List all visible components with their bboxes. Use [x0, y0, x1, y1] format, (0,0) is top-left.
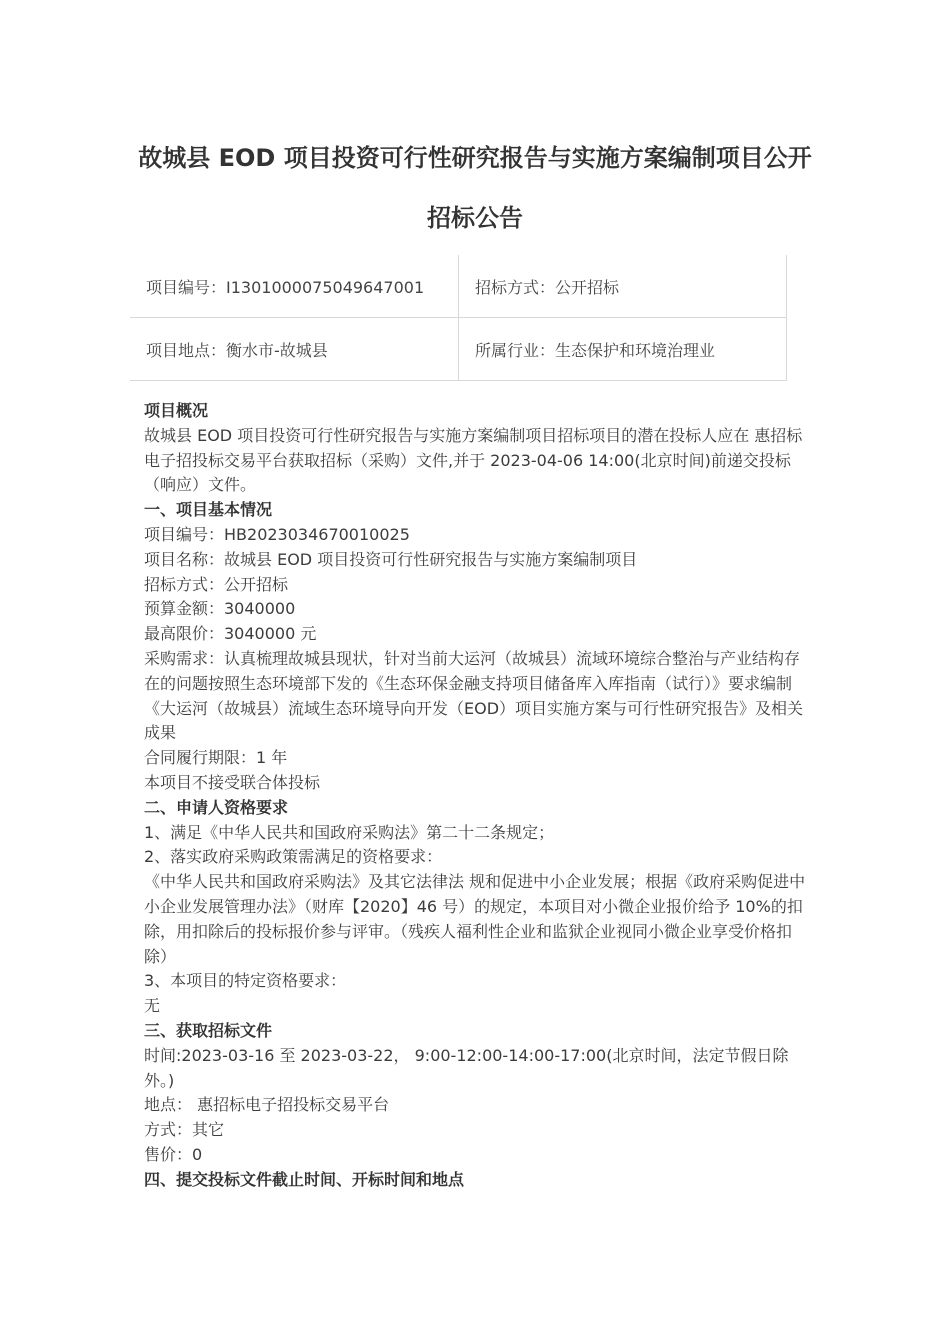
body-paragraph: 项目名称：故城县 EOD 项目投资可行性研究报告与实施方案编制项目	[144, 549, 638, 569]
body-paragraph: 售价：0	[144, 1144, 203, 1164]
section-heading: 三、获取招标文件	[144, 1020, 273, 1040]
section-heading: 二、申请人资格要求	[144, 797, 289, 817]
section-heading: 四、提交投标文件截止时间、开标时间和地点	[144, 1169, 465, 1189]
table-row	[130, 255, 787, 318]
section-heading: 项目概况	[144, 401, 209, 420]
body-paragraph: 地点： 惠招标电子招投标交易平台	[144, 1095, 390, 1115]
industry-cell: 所属行业：生态保护和环境治理业	[459, 318, 787, 381]
body-paragraph: 2、落实政府采购政策需满足的资格要求：	[144, 847, 443, 867]
project-number-cell: 项目编号：I1301000075049647001	[130, 255, 459, 318]
body-paragraph: 预算金额：3040000	[144, 599, 296, 619]
body-paragraph: 本项目不接受联合体投标	[144, 772, 321, 792]
body-paragraph: 故城县 EOD 项目投资可行性研究报告与实施方案编制项目招标项目的潜在投标人应在 惠招标电子招投标交易平台获取招标（采购）文件,并于 2023-04-06 14:00(北京时间)前递交投标（响应）文件。	[144, 425, 803, 495]
section-heading: 一、项目基本情况	[144, 500, 273, 520]
body-paragraph: 时间:2023-03-16 至 2023-03-22， 9:00-12:00-14:00-17:00(北京时间，法定节假日除外。)	[144, 1045, 789, 1090]
announcement-body	[144, 399, 810, 1193]
body-paragraph: 合同履行期限：1 年	[144, 748, 288, 768]
project-info-table	[130, 255, 787, 381]
body-paragraph: 项目编号：HB2023034670010025	[144, 524, 410, 544]
body-paragraph: 1、满足《中华人民共和国政府采购法》第二十二条规定；	[144, 822, 555, 842]
page-title: 故城县 EOD 项目投资可行性研究报告与实施方案编制项目公开招标公告	[138, 144, 812, 232]
body-paragraph: 《中华人民共和国政府采购法》及其它法律法 规和促进中小企业发展；根据《政府采购促进中小企业发展管理办法》（财库【2020】46 号）的规定，本项目对小微企业报价给予 10%的扣除，用扣除后的投标报价参与评审。（残疾人福利性企业和监狱企业视同小微企业享受价格扣除）	[144, 872, 806, 966]
table-row	[130, 318, 787, 381]
body-paragraph: 最高限价：3040000 元	[144, 624, 317, 644]
body-paragraph: 无	[144, 996, 161, 1016]
body-paragraph: 方式：其它	[144, 1120, 225, 1140]
project-location-cell: 项目地点：衡水市-故城县	[130, 318, 459, 381]
body-paragraph: 采购需求：认真梳理故城县现状，针对当前大运河（故城县）流域环境综合整治与产业结构存在的问题按照生态环境部下发的《生态环保金融支持项目储备库入库指南（试行）》要求编制《大运河（故城县）流域生态环境导向开发（EOD）项目实施方案与可行性研究报告》及相关成果	[144, 648, 804, 743]
tender-method-cell: 招标方式：公开招标	[459, 255, 787, 318]
body-paragraph: 3、本项目的特定资格要求：	[144, 971, 347, 991]
body-paragraph: 招标方式：公开招标	[144, 574, 289, 594]
